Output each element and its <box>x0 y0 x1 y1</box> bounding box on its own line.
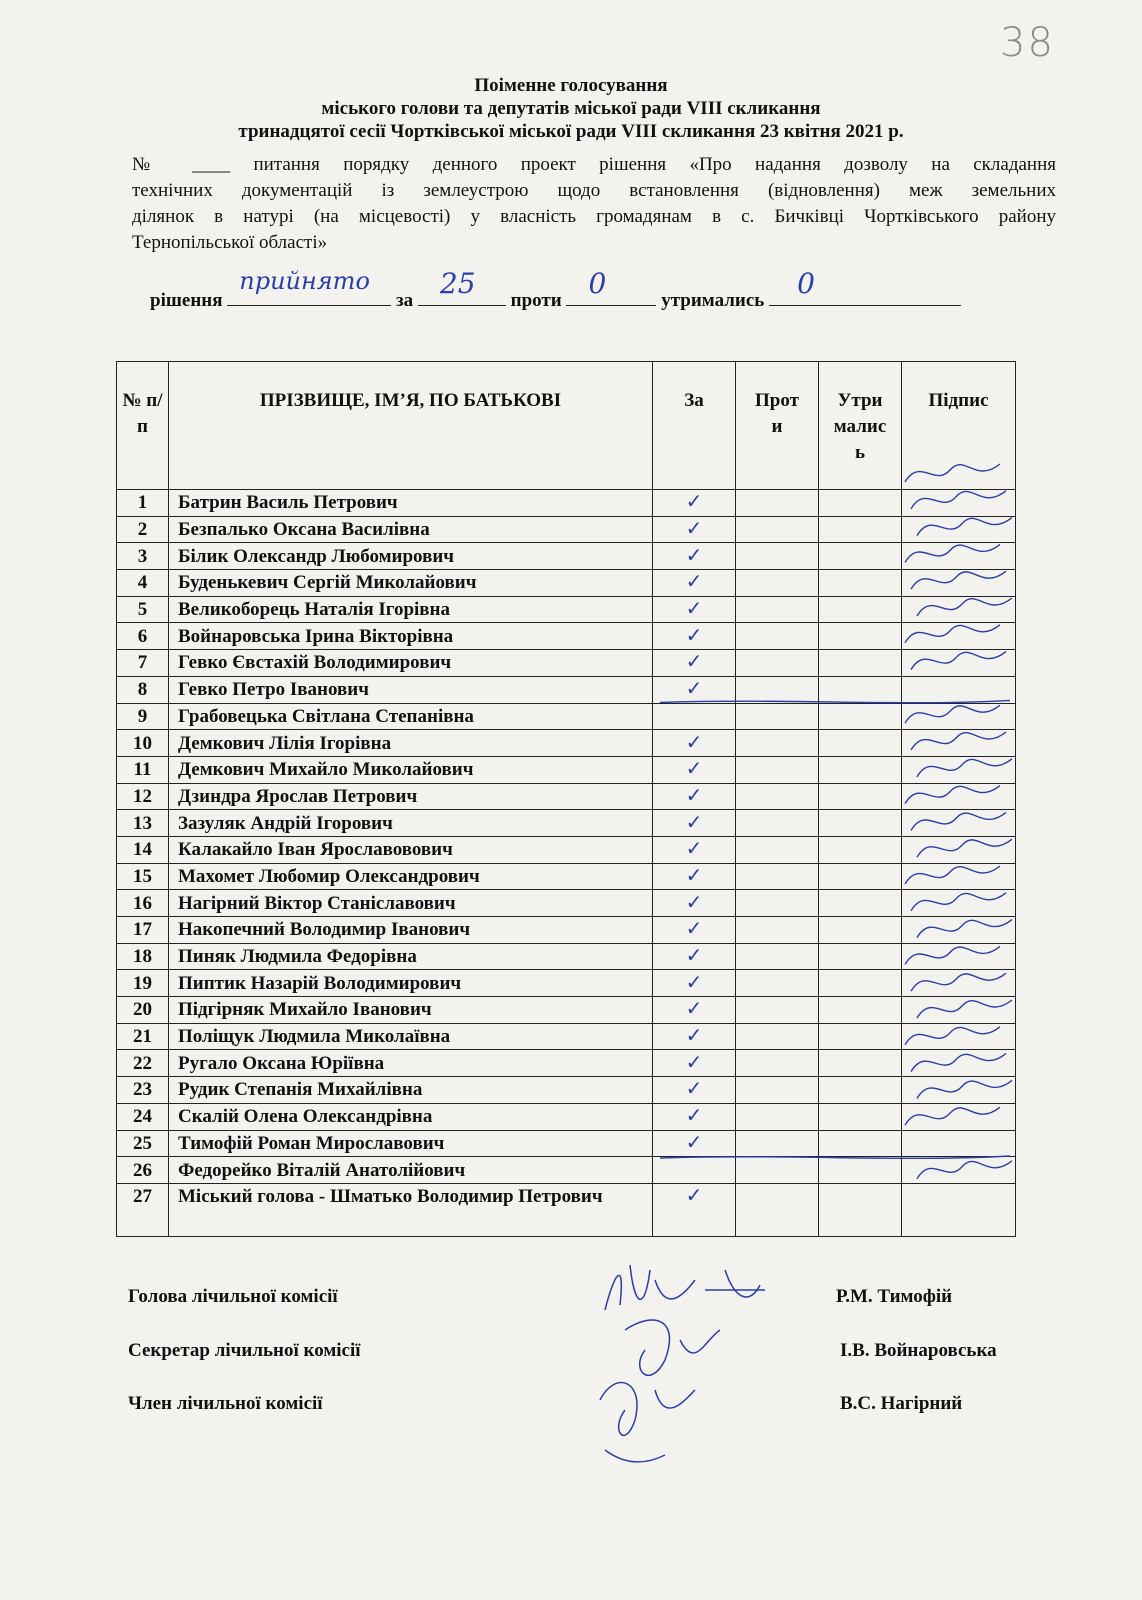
row-signature <box>902 810 1016 837</box>
row-name: Рудик Степанія Михайлівна <box>169 1077 653 1104</box>
row-name: Пиняк Людмила Федорівна <box>169 943 653 970</box>
row-against <box>736 516 819 543</box>
table-row <box>117 756 1016 783</box>
row-for: ✓ <box>653 970 736 997</box>
table-row <box>117 1130 1016 1157</box>
row-abstain <box>819 863 902 890</box>
row-abstain <box>819 516 902 543</box>
row-name: Безпалько Оксана Василівна <box>169 516 653 543</box>
row-against <box>736 917 819 944</box>
row-against <box>736 997 819 1024</box>
row-signature <box>902 543 1016 570</box>
row-abstain <box>819 943 902 970</box>
decision-label: рішення <box>150 290 223 311</box>
row-abstain <box>819 1023 902 1050</box>
table-header-row <box>117 362 1016 490</box>
row-number: 7 <box>117 650 169 677</box>
vote-table <box>116 361 1016 1237</box>
abstain-field <box>769 267 961 306</box>
row-signature <box>902 836 1016 863</box>
abstain-handwritten: 0 <box>797 267 815 300</box>
row-name: Войнаровська Ірина Вікторівна <box>169 623 653 650</box>
table-row <box>117 943 1016 970</box>
chair-signature <box>605 1265 765 1310</box>
row-number: 5 <box>117 596 169 623</box>
row-signature <box>902 1023 1016 1050</box>
row-against <box>736 810 819 837</box>
row-signature <box>902 596 1016 623</box>
row-for: ✓ <box>653 836 736 863</box>
header-num: № п/п <box>117 362 169 490</box>
page-number: 38 <box>1000 20 1055 66</box>
question-line-2: технічних документацій із землеустрою щодо встановлення (відновлення) меж земельних <box>132 180 1056 201</box>
row-signature <box>902 756 1016 783</box>
row-name: Батрин Василь Петрович <box>169 490 653 517</box>
row-number: 1 <box>117 490 169 517</box>
row-signature <box>902 1183 1016 1236</box>
row-for: ✓ <box>653 1050 736 1077</box>
row-signature <box>902 1130 1016 1157</box>
row-number: 26 <box>117 1157 169 1184</box>
row-number: 11 <box>117 756 169 783</box>
row-abstain <box>819 756 902 783</box>
row-signature <box>902 917 1016 944</box>
row-abstain <box>819 596 902 623</box>
row-against <box>736 623 819 650</box>
decision-line <box>150 267 961 312</box>
table-row <box>117 1157 1016 1184</box>
row-against <box>736 1077 819 1104</box>
row-name: Демкович Михайло Миколайович <box>169 756 653 783</box>
row-for: ✓ <box>653 490 736 517</box>
row-for: ✓ <box>653 1077 736 1104</box>
row-name: Демкович Лілія Ігорівна <box>169 730 653 757</box>
row-signature <box>902 676 1016 703</box>
row-name: Ругало Оксана Юріївна <box>169 1050 653 1077</box>
title-line-3: тринадцятої сесії Чортківської міської ради VIII скликання 23 квітня 2021 р. <box>238 121 904 142</box>
table-row <box>117 623 1016 650</box>
row-against <box>736 650 819 677</box>
row-for: ✓ <box>653 516 736 543</box>
row-name: Білик Олександр Любомирович <box>169 543 653 570</box>
row-abstain <box>819 970 902 997</box>
row-name: Поліщук Людмила Миколаївна <box>169 1023 653 1050</box>
row-against <box>736 490 819 517</box>
row-number: 12 <box>117 783 169 810</box>
header-against-text: Проти <box>755 390 799 437</box>
row-name: Гевко Петро Іванович <box>169 676 653 703</box>
row-abstain <box>819 543 902 570</box>
row-number: 13 <box>117 810 169 837</box>
row-name: Федорейко Віталій Анатолійович <box>169 1157 653 1184</box>
row-for: ✓ <box>653 570 736 597</box>
row-for: ✓ <box>653 917 736 944</box>
table-row <box>117 676 1016 703</box>
row-against <box>736 836 819 863</box>
row-abstain <box>819 836 902 863</box>
member-signature <box>600 1383 695 1462</box>
row-number: 8 <box>117 676 169 703</box>
commission-signatures <box>585 1250 815 1480</box>
row-number: 22 <box>117 1050 169 1077</box>
row-number: 24 <box>117 1103 169 1130</box>
question-line-1: № ____ питання порядку денного проект рішення «Про надання дозволу на складання <box>132 154 1056 175</box>
table-row <box>117 543 1016 570</box>
secretary-signature <box>625 1320 720 1375</box>
row-signature <box>902 1103 1016 1130</box>
row-for: ✓ <box>653 783 736 810</box>
row-abstain <box>819 810 902 837</box>
row-number: 19 <box>117 970 169 997</box>
row-number: 17 <box>117 917 169 944</box>
table-row <box>117 490 1016 517</box>
row-name: Махомет Любомир Олександрович <box>169 863 653 890</box>
secretary-label: Секретар лічильної комісії <box>128 1340 361 1361</box>
header-name: ПРІЗВИЩЕ, ІМ’Я, ПО БАТЬКОВІ <box>169 362 653 490</box>
row-abstain <box>819 997 902 1024</box>
row-abstain <box>819 890 902 917</box>
row-for: ✓ <box>653 890 736 917</box>
row-abstain <box>819 650 902 677</box>
row-name: Тимофій Роман Мирославович <box>169 1130 653 1157</box>
row-for: ✓ <box>653 1103 736 1130</box>
row-against <box>736 596 819 623</box>
row-for: ✓ <box>653 756 736 783</box>
row-abstain <box>819 1183 902 1236</box>
table-row <box>117 650 1016 677</box>
row-name: Буденькевич Сергій Миколайович <box>169 570 653 597</box>
row-name: Пиптик Назарій Володимирович <box>169 970 653 997</box>
row-name: Великоборець Наталія Ігорівна <box>169 596 653 623</box>
row-signature <box>902 516 1016 543</box>
title-line-1: Поіменне голосування <box>474 75 668 96</box>
row-signature <box>902 650 1016 677</box>
row-abstain <box>819 1130 902 1157</box>
row-name: Грабовецька Світлана Степанівна <box>169 703 653 730</box>
row-name: Дзиндра Ярослав Петрович <box>169 783 653 810</box>
row-number: 16 <box>117 890 169 917</box>
row-signature <box>902 943 1016 970</box>
decision-handwritten: прийнято <box>239 267 370 295</box>
row-number: 15 <box>117 863 169 890</box>
row-signature <box>902 863 1016 890</box>
row-against <box>736 730 819 757</box>
table-row <box>117 783 1016 810</box>
member-name: В.С. Нагірний <box>840 1393 963 1414</box>
row-name: Накопечний Володимир Іванович <box>169 917 653 944</box>
table-row <box>117 703 1016 730</box>
table-row <box>117 516 1016 543</box>
row-number: 6 <box>117 623 169 650</box>
row-number: 20 <box>117 997 169 1024</box>
question-line-3: ділянок в натурі (на місцевості) у власність громадянам в с. Бичківці Чортківського району <box>132 206 1056 227</box>
row-signature <box>902 1077 1016 1104</box>
row-for: ✓ <box>653 543 736 570</box>
table-row <box>117 596 1016 623</box>
row-number: 4 <box>117 570 169 597</box>
row-signature <box>902 570 1016 597</box>
row-for: ✓ <box>653 1183 736 1236</box>
question-line-4: Тернопільської області» <box>132 232 328 253</box>
title-line-2: міського голови та депутатів міської ради VIII скликання <box>321 98 821 119</box>
row-against <box>736 543 819 570</box>
row-for: ✓ <box>653 810 736 837</box>
header-abstain-text: Утримались <box>833 390 887 463</box>
for-field <box>418 267 506 306</box>
row-number: 3 <box>117 543 169 570</box>
row-for: ✓ <box>653 1023 736 1050</box>
row-name: Калакайло Іван Ярославовович <box>169 836 653 863</box>
row-signature <box>902 703 1016 730</box>
row-abstain <box>819 490 902 517</box>
row-signature <box>902 890 1016 917</box>
table-row <box>117 970 1016 997</box>
row-for: ✓ <box>653 596 736 623</box>
row-number: 27 <box>117 1183 169 1236</box>
row-number: 10 <box>117 730 169 757</box>
row-name: Міський голова - Шматько Володимир Петрович <box>169 1183 653 1236</box>
table-row <box>117 570 1016 597</box>
table-row <box>117 836 1016 863</box>
row-name: Нагірний Віктор Станіславович <box>169 890 653 917</box>
chair-name: Р.М. Тимофій <box>836 1286 953 1307</box>
row-signature <box>902 623 1016 650</box>
for-label: за <box>396 290 414 311</box>
row-against <box>736 890 819 917</box>
row-against <box>736 970 819 997</box>
row-signature <box>902 970 1016 997</box>
row-number: 9 <box>117 703 169 730</box>
row-for <box>653 703 736 730</box>
row-for: ✓ <box>653 650 736 677</box>
row-against <box>736 1183 819 1236</box>
table-row <box>117 863 1016 890</box>
table-row <box>117 1183 1016 1236</box>
row-abstain <box>819 623 902 650</box>
row-for: ✓ <box>653 676 736 703</box>
row-number: 14 <box>117 836 169 863</box>
table-row <box>117 1050 1016 1077</box>
table-body <box>117 490 1016 1237</box>
row-against <box>736 783 819 810</box>
row-against <box>736 1130 819 1157</box>
against-label: проти <box>510 290 562 311</box>
row-against <box>736 703 819 730</box>
table-row <box>117 1077 1016 1104</box>
row-abstain <box>819 1103 902 1130</box>
header-for: За <box>653 362 736 490</box>
table-row <box>117 1103 1016 1130</box>
row-against <box>736 1023 819 1050</box>
for-handwritten: 25 <box>439 267 476 300</box>
table-row <box>117 917 1016 944</box>
against-handwritten: 0 <box>588 267 607 300</box>
row-signature <box>902 1157 1016 1184</box>
row-against <box>736 756 819 783</box>
table-row <box>117 1023 1016 1050</box>
row-name: Підгірняк Михайло Іванович <box>169 997 653 1024</box>
row-signature <box>902 783 1016 810</box>
row-against <box>736 676 819 703</box>
row-number: 2 <box>117 516 169 543</box>
row-for: ✓ <box>653 997 736 1024</box>
row-signature <box>902 1050 1016 1077</box>
chair-label: Голова лічильної комісії <box>128 1286 338 1307</box>
row-against <box>736 863 819 890</box>
row-for: ✓ <box>653 623 736 650</box>
table-row <box>117 997 1016 1024</box>
document-title <box>0 74 1142 143</box>
secretary-name: І.В. Войнаровська <box>840 1340 997 1361</box>
row-number: 25 <box>117 1130 169 1157</box>
row-for <box>653 1157 736 1184</box>
row-number: 18 <box>117 943 169 970</box>
row-abstain <box>819 783 902 810</box>
row-abstain <box>819 1077 902 1104</box>
row-abstain <box>819 1050 902 1077</box>
row-signature <box>902 997 1016 1024</box>
table-row <box>117 730 1016 757</box>
row-number: 23 <box>117 1077 169 1104</box>
row-against <box>736 1157 819 1184</box>
row-for: ✓ <box>653 1130 736 1157</box>
header-signature: Підпис <box>902 362 1016 490</box>
row-signature <box>902 490 1016 517</box>
row-against <box>736 570 819 597</box>
row-against <box>736 1050 819 1077</box>
row-signature <box>902 730 1016 757</box>
table-row <box>117 810 1016 837</box>
row-name: Зазуляк Андрій Ігорович <box>169 810 653 837</box>
row-for: ✓ <box>653 943 736 970</box>
agenda-question <box>132 152 1056 256</box>
row-against <box>736 1103 819 1130</box>
abstain-label: утримались <box>661 290 765 311</box>
row-name: Скалій Олена Олександрівна <box>169 1103 653 1130</box>
against-field <box>566 267 656 306</box>
row-abstain <box>819 917 902 944</box>
row-abstain <box>819 703 902 730</box>
decision-field <box>227 267 391 306</box>
table-row <box>117 890 1016 917</box>
row-number: 21 <box>117 1023 169 1050</box>
row-abstain <box>819 676 902 703</box>
row-abstain <box>819 570 902 597</box>
row-for: ✓ <box>653 730 736 757</box>
member-label: Член лічильної комісії <box>128 1393 323 1414</box>
header-abstain <box>819 362 902 490</box>
row-abstain <box>819 1157 902 1184</box>
header-against <box>736 362 819 490</box>
row-abstain <box>819 730 902 757</box>
row-against <box>736 943 819 970</box>
row-name: Гевко Євстахій Володимирович <box>169 650 653 677</box>
row-for: ✓ <box>653 863 736 890</box>
